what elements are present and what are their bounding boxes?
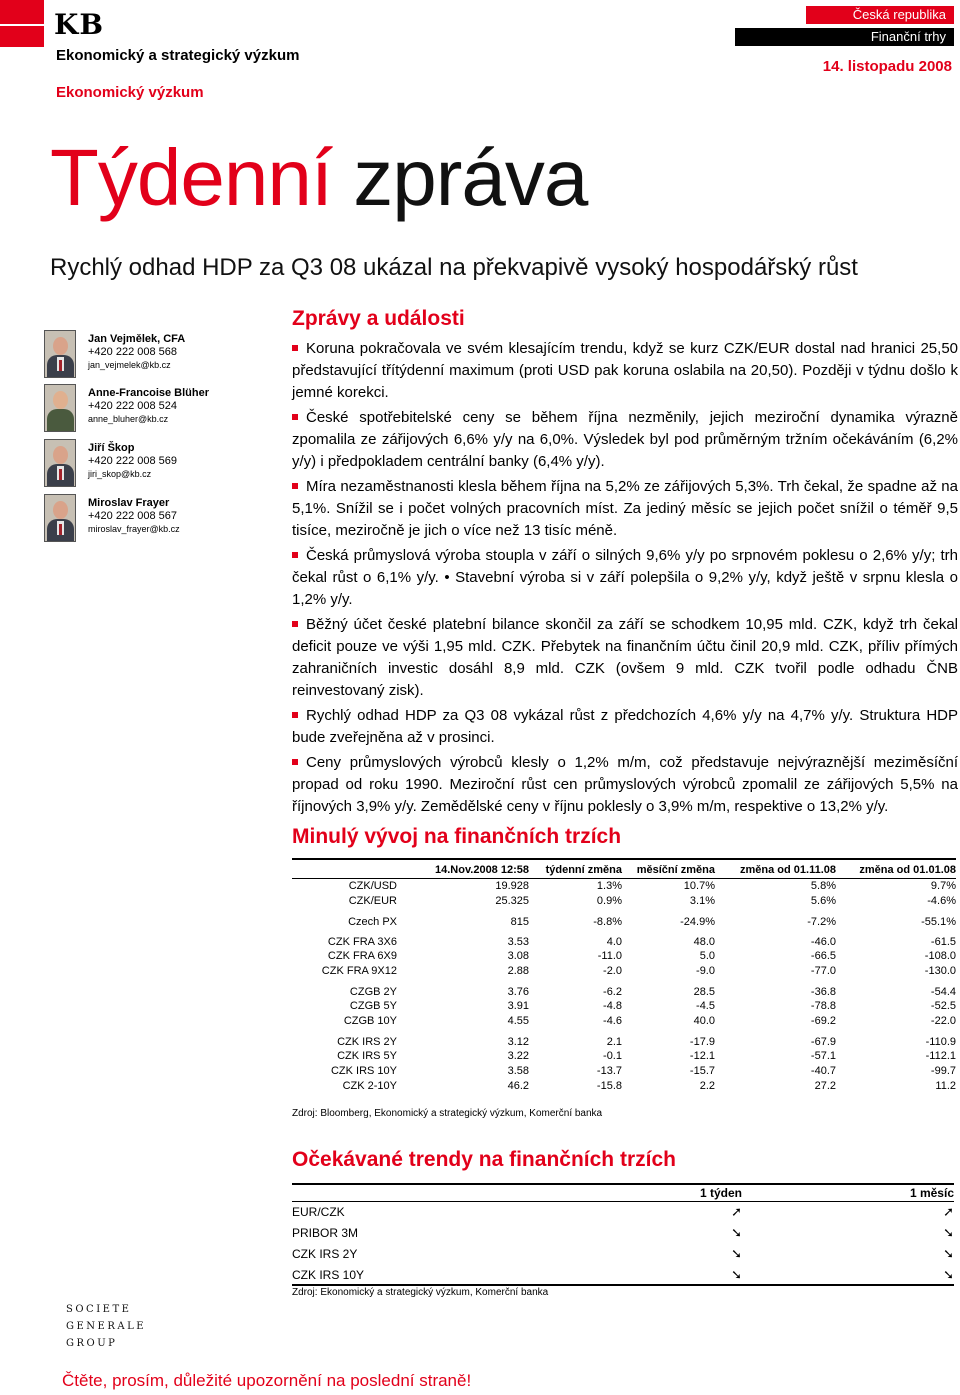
table-cell: -12.1 [689,1049,715,1062]
table-cell: -17.9 [689,1036,715,1048]
table-cell: -61.5 [930,936,956,948]
arrow-up-icon: ➚ [731,1203,742,1219]
table-cell: -15.7 [689,1064,715,1077]
country-badge: Česká republika [806,6,954,24]
instrument-name: CZK IRS 5Y [337,1049,397,1062]
table-cell: -52.5 [930,999,956,1012]
table-row [292,948,956,963]
table-cell: -130.0 [924,964,956,977]
table-cell: 19.928 [495,879,529,892]
trends-heading: Očekávané trendy na finančních trzích [292,1148,676,1171]
market-badge: Finanční trhy [735,28,954,46]
table-cell: -36.8 [810,986,836,998]
table-cell: -0.1 [603,1049,622,1062]
instrument-name: CZK 2-10Y [342,1079,397,1092]
table-cell: -46.0 [810,936,836,948]
subdepartment: Ekonomický výzkum [56,84,204,101]
arrow-down-icon: ➘ [943,1266,954,1282]
table-cell: -2.0 [603,964,622,977]
instrument-name: CZK/EUR [348,894,397,907]
contact-card [44,384,244,432]
column-header: 1 týden [622,1185,742,1201]
table-cell: 10.7% [683,879,715,892]
instrument-name: CZK IRS 10Y [330,1064,397,1077]
arrow-down-icon: ➘ [731,1266,742,1282]
title-part1: Týdenní [50,133,333,222]
contact-phone: +420 222 008 524 [88,400,178,412]
table-row [292,1028,956,1048]
table-cell: 3.12 [507,1036,529,1048]
column-header: změna od 01.11.08 [715,863,836,878]
table-cell: -55.1% [921,916,956,928]
bullet-icon [292,552,298,558]
table-cell: 40.0 [693,1014,715,1027]
table-row [292,1243,954,1264]
news-item: Rychlý odhad HDP za Q3 08 vykázal růst z předchozích 4,6% y/y na 4,7% y/y. Struktura HDP bude zveřejněna až v prosinci. [292,707,958,746]
table-row [292,1063,956,1078]
news-item: Míra nezaměstnanosti klesla během října na 5,2% ze zářijových 5,3%. Trh čekal, že spadne až na 5,1%. Snížil se i počet volných pracovních míst. Za jediný měsíc se jejich počet snížil o téměř 9,5 tisíce, meziročně je jich o více než 13 tisíc méně. [292,478,958,539]
instrument-name: CZGB 2Y [349,986,397,998]
arrow-down-icon: ➘ [943,1245,954,1261]
arrow-up-icon: ➚ [943,1203,954,1219]
table-top-rule [292,858,956,860]
table-cell: 3.22 [507,1049,529,1062]
instrument-name: CZK FRA 3X6 [327,936,397,948]
table-cell: 3.1% [689,894,715,907]
trends-bottom-rule [292,1284,954,1286]
table-cell: -67.9 [810,1036,836,1048]
arrow-down-icon: ➘ [731,1224,742,1240]
table-cell: -15.8 [596,1079,622,1092]
contact-name: Anne-Francoise Blüher [88,387,210,399]
table-row [292,1264,954,1285]
table-cell: -11.0 [597,949,622,962]
column-header: změna od 01.01.08 [836,863,956,878]
table-row [292,928,956,948]
news-list [292,338,958,821]
table-cell: -24.9% [680,916,715,928]
table-cell: -13.7 [596,1064,622,1077]
trend-instrument: CZK IRS 10Y [292,1267,365,1282]
column-header: 1 měsíc [742,1185,954,1201]
bullet-icon [292,483,298,489]
contact-photo [44,439,76,487]
table-cell: -4.6 [603,1014,622,1027]
table-cell: -69.2 [810,1014,836,1027]
column-header: měsíční změna [622,863,715,878]
contact-email[interactable]: anne_bluher@kb.cz [88,414,169,424]
table-row [292,908,956,928]
table-cell: 46.2 [507,1079,529,1092]
table-cell: -7.2% [807,916,836,928]
column-header: týdenní změna [529,863,622,878]
table-cell: -54.4 [930,986,956,998]
instrument-name: Czech PX [348,916,397,928]
news-item: Běžný účet české platební bilance skončil za září se schodkem 10,95 mld. CZK, když trh čekal deficit pouze ve výši 1,95 mld. CZK. Přebytek na finančním účtu činil 20,9 mld. CZK, příliv přímých zahraničních investic dosáhl 8,9 mld. CZK (ovšem 9 mld. CZK tvořil podle odhadu ČNB reinvestovaný zisk). [292,616,958,699]
arrow-down-icon: ➘ [731,1245,742,1261]
table-cell: 4.55 [507,1014,529,1027]
bullet-icon [292,759,298,765]
bullet-icon [292,712,298,718]
table-cell: 1.3% [596,879,622,892]
title-part2: zpráva [353,133,588,222]
table-cell: -99.7 [930,1064,956,1077]
contact-phone: +420 222 008 567 [88,510,178,522]
table-row [292,878,956,893]
bullet-icon [292,345,298,351]
news-item: Česká průmyslová výroba stoupla v září o silných 9,6% y/y po srpnovém poklesu o 2,6% y/y; trh čekal růst o 6,1% y/y. • Stavební výroba si v září polepšila o 9,2% y/y, když ještě v srpnu klesla o 1,2% y/y. [292,547,958,608]
table-header-row [292,1185,954,1201]
page-subtitle: Rychlý odhad HDP za Q3 08 ukázal na překvapivě vysoký hospodářský růst [50,254,858,281]
instrument-name: CZGB 5Y [349,999,397,1012]
trend-instrument: PRIBOR 3M [292,1225,359,1240]
contact-phone: +420 222 008 568 [88,346,178,358]
table-row [292,998,956,1013]
table-cell: 3.08 [507,949,529,962]
table-cell: 3.53 [507,936,529,948]
contact-card [44,439,244,487]
table-row [292,1078,956,1093]
table-cell: -4.5 [696,999,715,1012]
markets-heading: Minulý vývoj na finančních trzích [292,825,622,848]
table-cell: -8.8% [593,916,622,928]
contact-photo [44,330,76,378]
markets-source: Zdroj: Bloomberg, Ekonomický a strategický výzkum, Komerční banka [292,1108,603,1119]
contact-email[interactable]: miroslav_frayer@kb.cz [88,524,180,534]
table-cell: 4.0 [606,936,622,948]
trend-instrument: CZK IRS 2Y [292,1246,358,1261]
table-cell: -110.9 [925,1036,956,1048]
table-cell: 0.9% [596,894,622,907]
bullet-icon [292,414,298,420]
contact-phone: +420 222 008 569 [88,455,178,467]
table-cell: -77.0 [810,964,836,977]
news-item: Koruna pokračovala ve svém klesajícím trendu, když se kurz CZK/EUR dostal nad hranici 25,50 představující třítýdenní maximum (proti USD pak koruna oslabila na 20,50). Později v týdnu došlo k jemné korekci. [292,340,958,401]
table-cell: -66.5 [810,949,836,962]
contact-photo [44,384,76,432]
column-header [292,863,397,878]
table-cell: -108.0 [924,949,956,962]
table-cell: -9.0 [696,964,715,977]
contact-card [44,494,244,542]
news-item: Ceny průmyslových výrobců klesly o 1,2% m/m, což představuje nejvýraznější meziměsíční propad od roku 1990. Meziroční růst cen průmyslových výrobců zpomalil ze zářijových 5,5% na říjnových 3,9% y/y. Zemědělské ceny v říjnu poklesly o 3,9% m/m, respektive o 13,2% y/y. [292,754,958,815]
instrument-name: CZK IRS 2Y [337,1036,397,1048]
table-cell: 3.76 [507,986,529,998]
instrument-name: CZK FRA 9X12 [321,964,397,977]
table-row [292,1013,956,1028]
kb-logo-text: KB [54,8,105,41]
societe-generale-logo: SOCIETE GENERALE GROUP [66,1304,147,1349]
table-cell: -4.6% [927,894,956,907]
table-cell: 5.0 [699,949,715,962]
instrument-name: CZK/USD [348,879,397,892]
table-cell: 11.2 [935,1079,956,1092]
contact-email[interactable]: jan_vejmelek@kb.cz [88,360,171,370]
table-cell: -4.8 [603,999,622,1012]
table-cell: 5.8% [810,879,836,892]
department: Ekonomický a strategický výzkum [56,47,300,64]
table-cell: 2.2 [699,1079,715,1092]
news-heading: Zprávy a události [292,307,465,330]
column-header: 14.Nov.2008 12:58 [397,863,529,878]
table-row [292,1222,954,1243]
page-title [50,132,587,224]
disclaimer-notice: Čtěte, prosím, důležité upozornění na poslední straně! [62,1371,472,1390]
bullet-icon [292,621,298,627]
instrument-name: CZK FRA 6X9 [327,949,397,962]
contact-card [44,330,244,378]
instrument-name: CZGB 10Y [343,1014,397,1027]
table-cell: -6.2 [603,986,622,998]
report-date: 14. listopadu 2008 [822,58,952,75]
trends-table [292,1185,954,1285]
table-row [292,1048,956,1063]
table-cell: -112.1 [925,1049,956,1062]
table-row [292,963,956,978]
table-cell: 9.7% [930,879,956,892]
table-header-row [292,863,956,878]
table-row [292,978,956,998]
trend-instrument: EUR/CZK [292,1204,345,1219]
contact-name: Miroslav Frayer [88,497,170,509]
table-cell: 28.5 [693,986,715,998]
news-item: České spotřebitelské ceny se během října nezměnily, jejich meziroční dynamika výrazně zpomalila ze zářijových 6,6% y/y na 6,0%. Výsledek byl pod průměrným tržním očekáváním (6,2% y/y) i předpokladem centrální banky (6,4% y/y). [292,409,958,470]
table-cell: 25.325 [495,894,529,907]
table-cell: -40.7 [810,1064,836,1077]
contact-email[interactable]: jiri_skop@kb.cz [88,469,152,479]
table-cell: 2.1 [606,1036,622,1048]
contact-name: Jan Vejmělek, CFA [88,333,186,345]
table-cell: 815 [510,916,529,928]
kb-logo-mark [0,0,44,47]
table-row [292,893,956,908]
table-cell: 3.91 [507,999,529,1012]
table-cell: 3.58 [507,1064,529,1077]
table-row [292,1201,954,1222]
table-cell: 48.0 [693,936,715,948]
table-cell: -22.0 [930,1014,956,1027]
table-cell: 27.2 [814,1079,836,1092]
contact-name: Jiří Škop [88,442,135,454]
table-cell: 2.88 [507,964,529,977]
table-cell: -78.8 [810,999,836,1012]
table-cell: 5.6% [810,894,836,907]
trends-source: Zdroj: Ekonomický a strategický výzkum, Komerční banka [292,1287,549,1298]
arrow-down-icon: ➘ [943,1224,954,1240]
table-cell: -57.1 [810,1049,836,1062]
markets-table [292,863,956,1093]
contact-photo [44,494,76,542]
column-header [292,1185,622,1201]
